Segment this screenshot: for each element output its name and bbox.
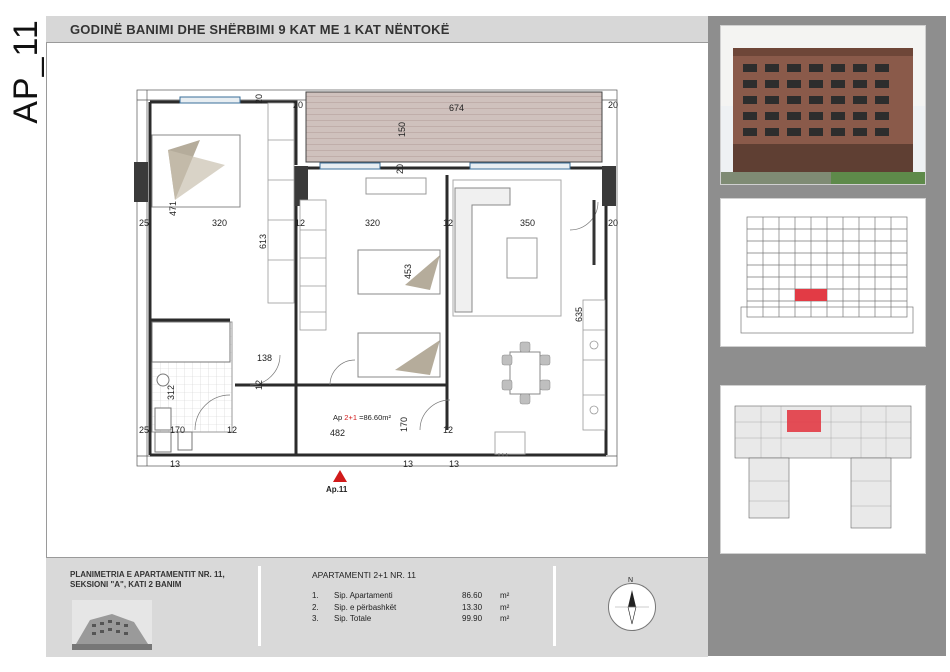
dim-20b: 20 — [254, 93, 264, 104]
title-block-line1: PLANIMETRIA E APARTAMENTIT NR. 11, — [70, 570, 225, 579]
north-compass — [608, 583, 656, 631]
dim-635: 635 — [574, 306, 584, 322]
location-plan — [720, 385, 926, 554]
dim-482: 482 — [330, 428, 346, 438]
dim-350: 350 — [520, 218, 536, 228]
dining-table — [510, 352, 540, 394]
dim-20c: 20 — [608, 100, 619, 110]
dim-12e: 12 — [254, 379, 264, 390]
dim-150: 150 — [397, 121, 407, 137]
location-highlight — [787, 410, 821, 432]
dim-13a: 13 — [170, 459, 181, 469]
title-block-line2: SEKSIONI "A", KATI 2 BANIM — [70, 580, 182, 589]
dim-12b: 12 — [443, 218, 454, 228]
stars-mark: *** — [497, 452, 509, 463]
apartment-summary-title: APARTAMENTI 2+1 NR. 11 — [312, 570, 417, 580]
dim-453: 453 — [403, 263, 413, 279]
dim-13b: 13 — [403, 459, 414, 469]
dim-25a: 25 — [139, 218, 150, 228]
elevation-diagram — [720, 198, 926, 347]
dim-12a: 12 — [295, 218, 306, 228]
side-label-text: AP_11 — [6, 19, 45, 124]
sheet-title: GODINË BANIMI DHE SHËRBIMI 9 KAT ME 1 KAT NËNTOKË — [70, 22, 450, 37]
dim-471: 471 — [168, 200, 178, 216]
title-block-left — [70, 570, 225, 590]
dim-320b: 320 — [365, 218, 381, 228]
highlighted-unit — [795, 289, 827, 301]
dim-674: 674 — [449, 103, 465, 113]
dim-320a: 320 — [212, 218, 228, 228]
dim-138: 138 — [257, 353, 273, 363]
bathtub — [152, 322, 230, 362]
dim-25b: 25 — [139, 425, 150, 435]
thumbnail-building — [72, 600, 152, 650]
dim-20e: 20 — [395, 163, 405, 174]
dim-20d: 20 — [608, 218, 619, 228]
dim-170b: 170 — [399, 416, 409, 432]
entrance-arrow — [333, 470, 347, 482]
dim-170a: 170 — [170, 425, 186, 435]
dim-12c: 12 — [227, 425, 238, 435]
dim-613: 613 — [258, 233, 268, 249]
compass-north-label: N — [628, 577, 634, 584]
sofa — [455, 188, 510, 312]
kitchen-counter — [583, 300, 605, 430]
apartment-area-label: Ap 2+1 =86.60m² — [333, 413, 392, 422]
entrance-label: Ap.11 — [326, 485, 348, 494]
dim-20a: 20 — [293, 100, 304, 110]
building-render — [720, 25, 926, 185]
dim-12d: 12 — [443, 425, 454, 435]
dim-312: 312 — [166, 384, 176, 400]
desk — [366, 178, 426, 194]
dim-13c: 13 — [449, 459, 460, 469]
